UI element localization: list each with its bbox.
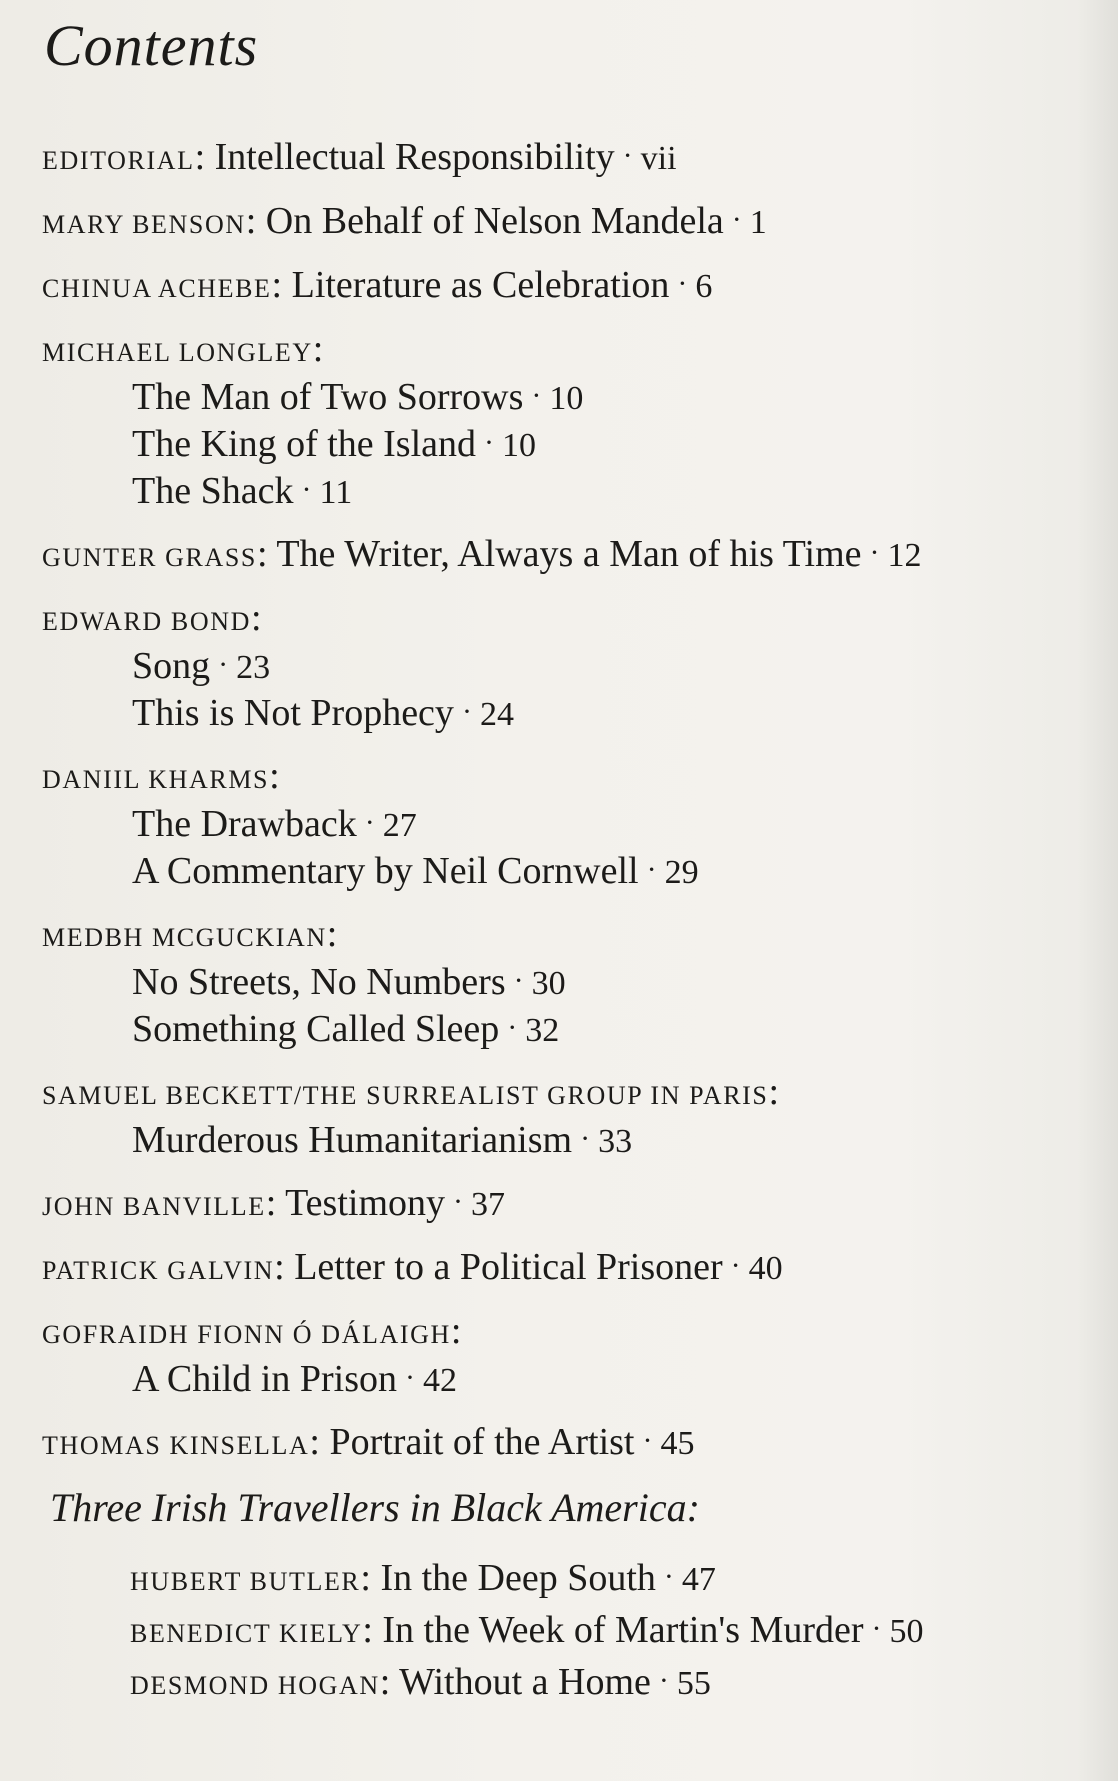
page-number: 24 <box>479 696 514 733</box>
toc-entry: MEDBH MCGUCKIAN: No Streets, No Numbers · 30 Something Called Sleep · 32 <box>42 912 1082 1054</box>
toc-entry: PATRICK GALVIN: Letter to a Political Prisoner · 40 <box>42 1246 783 1288</box>
page-number: 29 <box>664 854 699 891</box>
work-title: The King of the Island <box>132 423 477 465</box>
work-item: Murderous Humanitarianism · 33 <box>132 1119 633 1161</box>
toc-entry: EDWARD BOND: Song · 23 This is Not Prophecy · 24 <box>42 596 1082 738</box>
toc-entry: MICHAEL LONGLEY: The Man of Two Sorrows · 10 The King of the Island · 10 The Shack · 11 <box>42 327 1082 516</box>
work-title: Murderous Humanitarianism <box>132 1119 573 1161</box>
author-name: GUNTER GRASS <box>42 543 257 572</box>
work-title: The Drawback <box>132 803 357 845</box>
page-number: 33 <box>598 1123 633 1160</box>
work-item: No Streets, No Numbers · 30 <box>132 961 566 1003</box>
page-edge-shadow <box>1078 0 1118 1781</box>
author-name: EDWARD BOND <box>42 607 251 636</box>
page-number: 23 <box>236 649 271 686</box>
author-name: GOFRAIDH FIONN Ó DÁLAIGH <box>42 1320 451 1349</box>
toc-entry: JOHN BANVILLE: Testimony · 37 <box>42 1182 505 1224</box>
page-number: 37 <box>471 1186 505 1223</box>
page-number: 6 <box>695 268 713 305</box>
author-name: JOHN BANVILLE <box>42 1192 266 1221</box>
work-title: Intellectual Responsibility <box>214 136 615 178</box>
work-item: The Drawback · 27 <box>132 803 417 845</box>
toc-entry: CHINUA ACHEBE: Literature as Celebration · 6 <box>42 264 713 306</box>
toc-entry: EDITORIAL: Intellectual Responsibility · vii <box>42 136 677 178</box>
section-entries <box>42 1554 1082 1710</box>
work-title: Literature as Celebration <box>291 264 670 306</box>
author-name: EDITORIAL <box>42 146 195 175</box>
page-number: 40 <box>748 1250 783 1287</box>
page-number: 45 <box>660 1425 695 1462</box>
toc-entry: HUBERT BUTLER: In the Deep South · 47 <box>130 1557 716 1599</box>
toc-entry: DANIIL KHARMS: The Drawback · 27 A Commentary by Neil Cornwell · 29 <box>42 754 1082 896</box>
page-number: 42 <box>423 1362 457 1399</box>
page-number: 11 <box>319 474 353 511</box>
page-number: 30 <box>531 965 566 1002</box>
work-title: A Commentary by Neil Cornwell <box>132 850 639 892</box>
section-heading: Three Irish Travellers in Black America: <box>50 1485 700 1530</box>
work-item: Song · 23 <box>132 645 271 687</box>
author-name: DANIIL KHARMS <box>42 765 270 794</box>
work-title: Without a Home <box>399 1661 651 1703</box>
work-title: The Man of Two Sorrows <box>132 376 524 418</box>
author-name: THOMAS KINSELLA <box>42 1431 310 1460</box>
work-item: The Shack · 11 <box>132 470 353 512</box>
toc-entry: MARY BENSON: On Behalf of Nelson Mandela · 1 <box>42 200 767 242</box>
toc-entry: BENEDICT KIELY: In the Week of Martin's Murder · 50 <box>130 1609 924 1651</box>
page-title: Contents <box>44 13 259 78</box>
work-title: No Streets, No Numbers <box>132 961 506 1003</box>
work-title: Portrait of the Artist <box>329 1421 635 1463</box>
page-number: 10 <box>502 427 537 464</box>
page-number: 12 <box>887 537 922 574</box>
author-name: SAMUEL BECKETT/THE SURREALIST GROUP IN PARIS <box>42 1081 769 1110</box>
work-title: This is Not Prophecy <box>132 692 454 734</box>
page-number: 32 <box>525 1012 560 1049</box>
page-number: 10 <box>549 380 584 417</box>
toc-entry: SAMUEL BECKETT/THE SURREALIST GROUP IN PARIS: Murderous Humanitarianism · 33 <box>42 1070 1082 1165</box>
author-name: MARY BENSON <box>42 210 246 239</box>
toc-entry: GOFRAIDH FIONN Ó DÁLAIGH: A Child in Prison · 42 <box>42 1309 1082 1404</box>
page-number: vii <box>640 140 677 177</box>
page-number: 55 <box>676 1665 711 1702</box>
work-title: A Child in Prison <box>132 1358 397 1400</box>
work-title: Letter to a Political Prisoner <box>294 1246 723 1288</box>
work-title: Testimony <box>285 1182 445 1224</box>
author-name: PATRICK GALVIN <box>42 1256 275 1285</box>
work-title: Something Called Sleep <box>132 1008 500 1050</box>
work-title: Song <box>132 645 211 687</box>
author-name: BENEDICT KIELY <box>130 1619 363 1648</box>
page-number: 50 <box>889 1613 924 1650</box>
author-name: CHINUA ACHEBE <box>42 274 272 303</box>
author-name: MICHAEL LONGLEY <box>42 338 313 367</box>
work-item: The King of the Island · 10 <box>132 423 537 465</box>
work-item: A Child in Prison · 42 <box>132 1358 457 1400</box>
work-title: The Writer, Always a Man of his Time <box>276 533 862 575</box>
author-name: MEDBH MCGUCKIAN <box>42 923 327 952</box>
page-number: 27 <box>382 807 417 844</box>
toc-entry: GUNTER GRASS: The Writer, Always a Man of his Time · 12 <box>42 533 922 575</box>
author-name: DESMOND HOGAN <box>130 1671 380 1700</box>
work-item: A Commentary by Neil Cornwell · 29 <box>132 850 699 892</box>
table-of-contents <box>42 135 1082 1710</box>
work-item: The Man of Two Sorrows · 10 <box>132 376 584 418</box>
author-name: HUBERT BUTLER <box>130 1567 361 1596</box>
work-title: In the Deep South <box>380 1557 656 1599</box>
page-number: 1 <box>749 204 767 241</box>
toc-entry: DESMOND HOGAN: Without a Home · 55 <box>130 1661 711 1703</box>
work-title: The Shack <box>132 470 294 512</box>
toc-entry: THOMAS KINSELLA: Portrait of the Artist · 45 <box>42 1421 695 1463</box>
work-item: This is Not Prophecy · 24 <box>132 692 514 734</box>
work-title: On Behalf of Nelson Mandela <box>265 200 724 242</box>
work-title: In the Week of Martin's Murder <box>382 1609 864 1651</box>
work-item: Something Called Sleep · 32 <box>132 1008 560 1050</box>
page-number: 47 <box>681 1561 716 1598</box>
